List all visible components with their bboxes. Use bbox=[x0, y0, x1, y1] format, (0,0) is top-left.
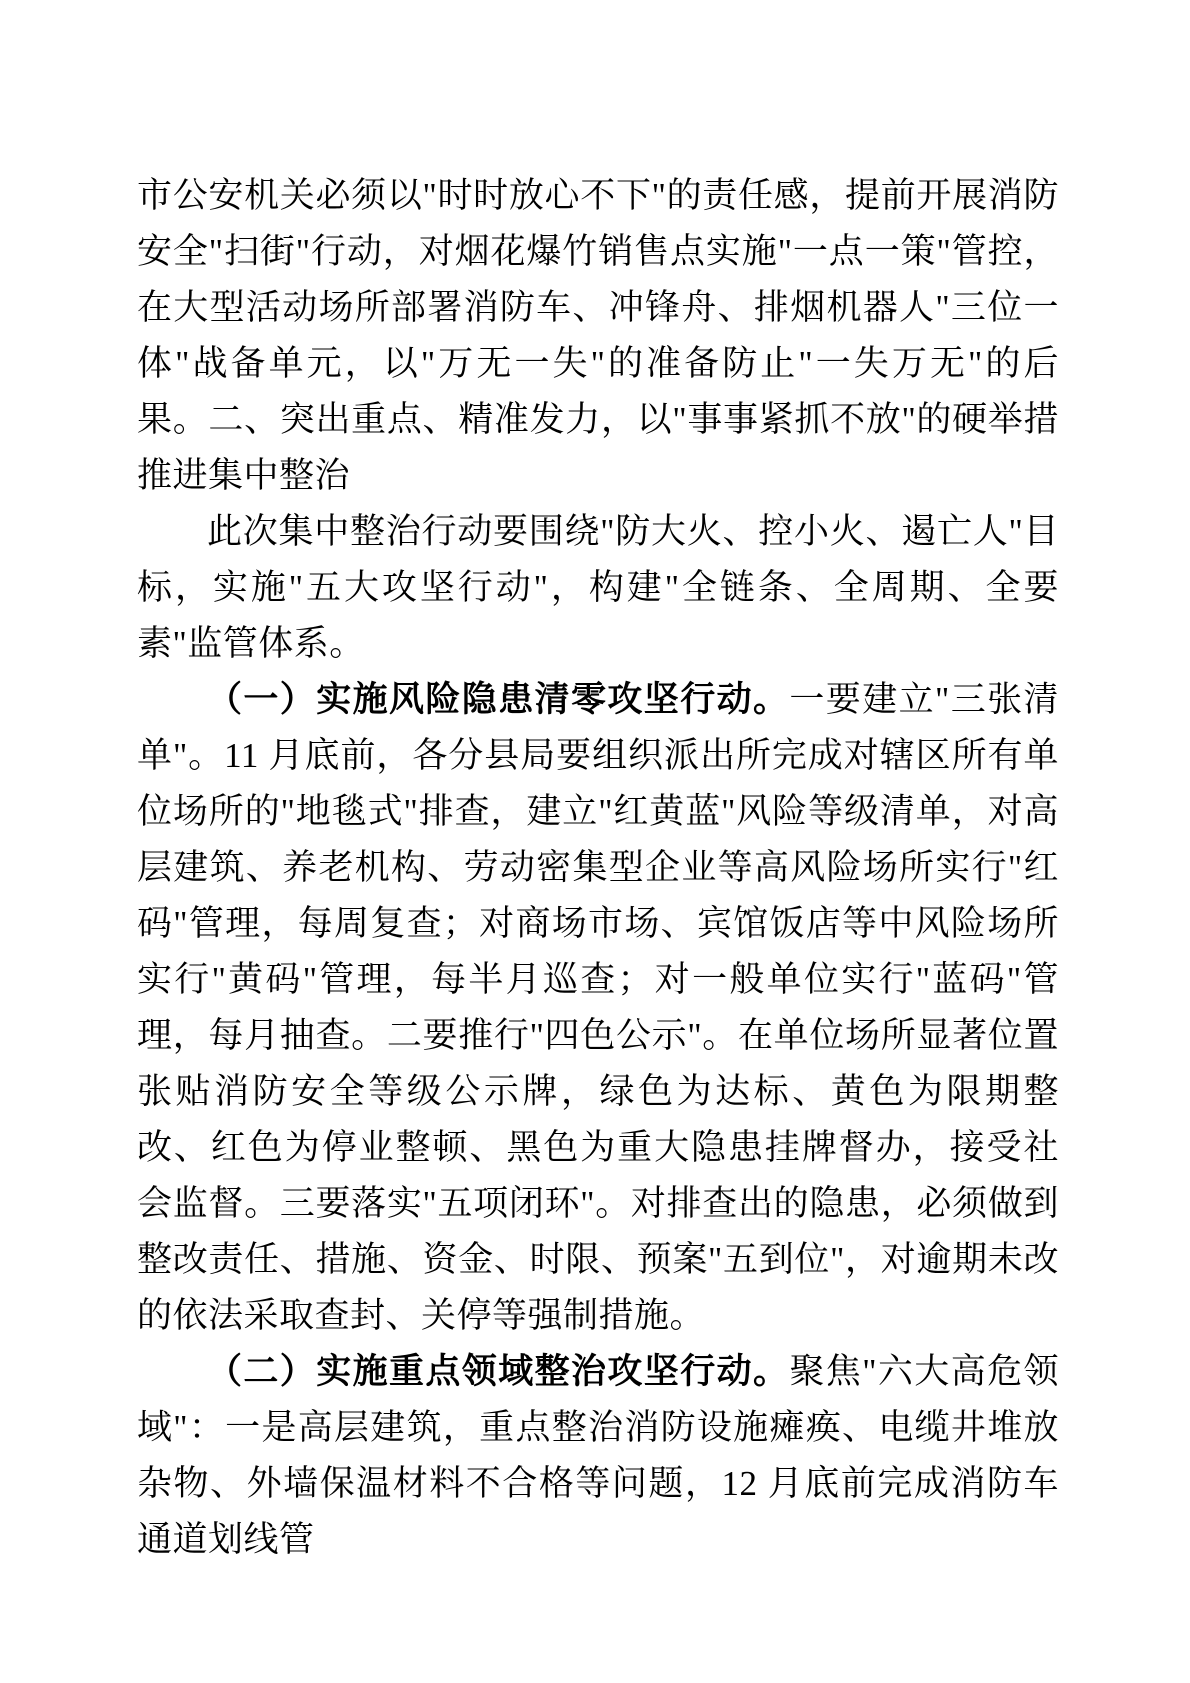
paragraph-continuation bbox=[137, 168, 1059, 504]
paragraph-section-two bbox=[137, 1344, 1059, 1568]
paragraph-section-one bbox=[137, 672, 1059, 1344]
document-text-block bbox=[137, 168, 1059, 1568]
body-text-run: 市公安机关必须以"时时放心不下"的责任感，提前开展消防安全"扫街"行动，对烟花爆竹销售点实施"一点一策"管控，在大型活动场所部署消防车、冲锋舟、排烟机器人"三位一体"战备单元，以"万无一失"的准备防止"一失万无"的后果。二、突出重点、精准发力，以"事事紧抓不放"的硬举措推进集中整治 bbox=[137, 176, 1059, 495]
body-text-run: 此次集中整治行动要围绕"防大火、控小火、遏亡人"目标，实施"五大攻坚行动"，构建"全链条、全周期、全要素"监管体系。 bbox=[137, 512, 1059, 663]
section-heading-one: （一）实施风险隐患清零攻坚行动。 bbox=[207, 680, 790, 719]
body-text-run: 聚焦"六大高危领域"：一是高层建筑，重点整治消防设施瘫痪、电缆井堆放杂物、外墙保温材料不合格等问题，12 月底前完成消防车通道划线管 bbox=[137, 1352, 1059, 1559]
section-heading-two: （二）实施重点领域整治攻坚行动。 bbox=[207, 1352, 790, 1391]
body-text-run: 一要建立"三张清单"。11 月底前，各分县局要组织派出所完成对辖区所有单位场所的"地毯式"排查，建立"红黄蓝"风险等级清单，对高层建筑、养老机构、劳动密集型企业等高风险场所实行"红码"管理，每周复查；对商场市场、宾馆饭店等中风险场所实行"黄码"管理，每半月巡查；对一般单位实行"蓝码"管理，每月抽查。二要推行"四色公示"。在单位场所显著位置张贴消防安全等级公示牌，绿色为达标、黄色为限期整改、红色为停业整顿、黑色为重大隐患挂牌督办，接受社会监督。三要落实"五项闭环"。对排查出的隐患，必须做到整改责任、措施、资金、时限、预案"五到位"，对逾期未改的依法采取查封、关停等强制措施。 bbox=[137, 680, 1059, 1335]
paragraph bbox=[137, 504, 1059, 672]
